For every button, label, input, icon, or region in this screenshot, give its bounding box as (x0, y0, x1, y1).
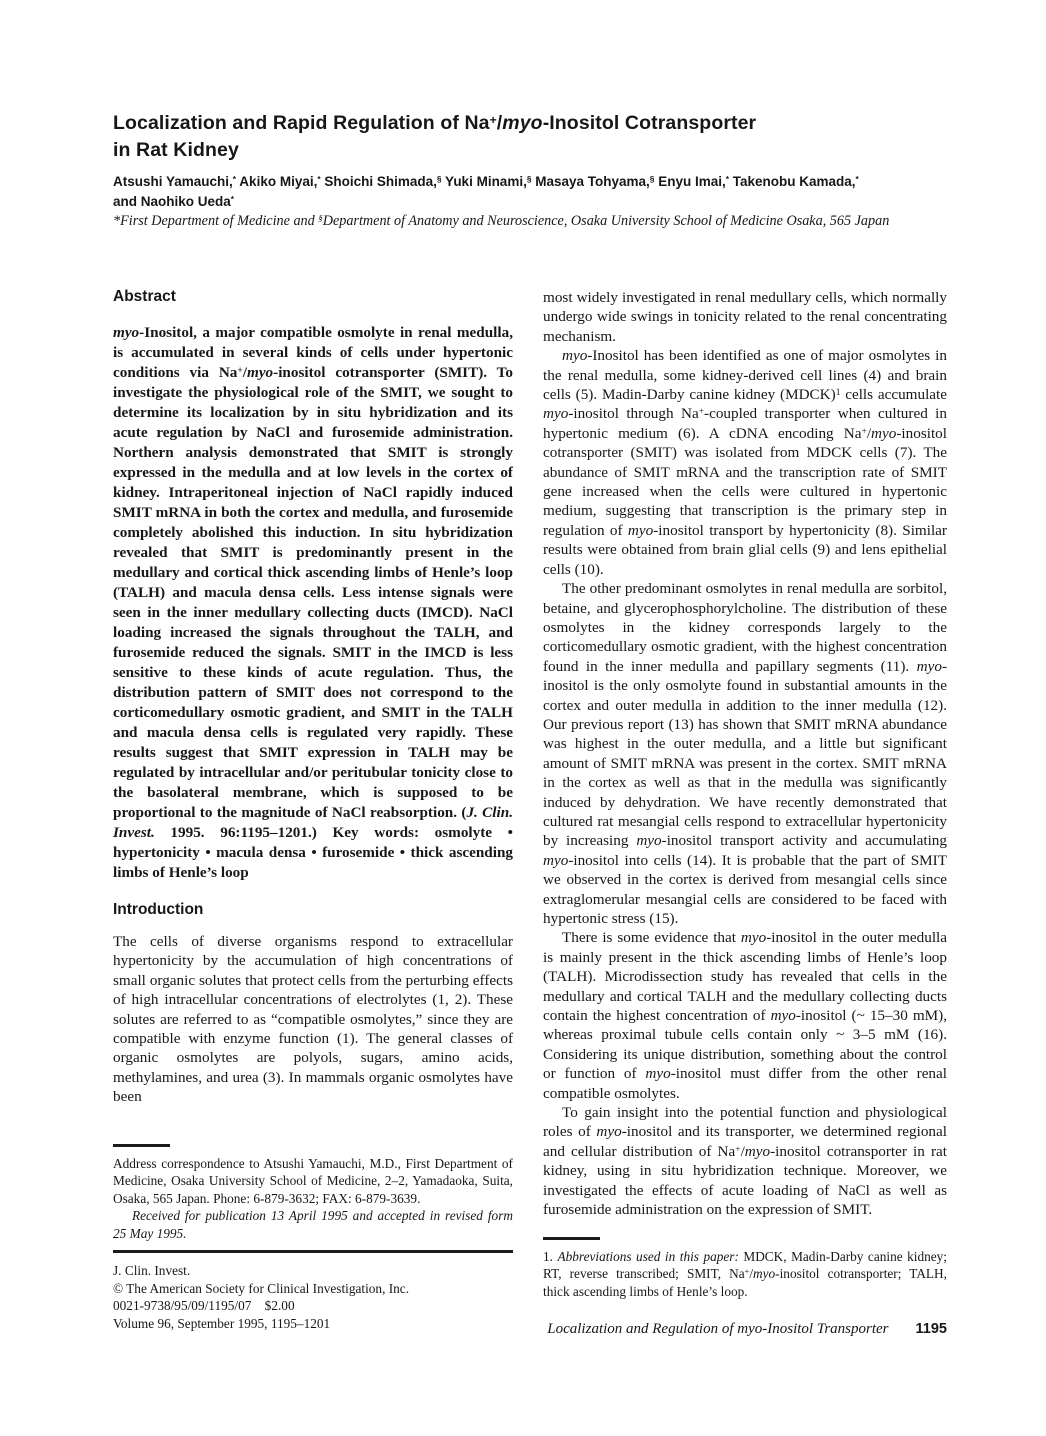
journal-imprint-line: J. Clin. Invest. (113, 1263, 191, 1279)
correspondence-note: Address correspondence to Atsushi Yamauchi, M.D., First Department of Medicine, Osaka University School of Medicine, 2–2, Yamadaoka, Suita, Osaka, 565 Japan. Phone: 6-879-3632; FAX: 6-879-3639. (113, 1155, 513, 1206)
body-paragraph: The other predominant osmolytes in renal medulla are sorbitol, betaine, and glycerophosphorylcholine. The distribution of these osmolytes in the kidney corresponds largely to the corticomedullary osmotic gradient, with the highest concentration found in the inner medulla and papillary segments (11). myo-inositol is the only osmolyte found in substantial amounts in the cortex and outer medulla in addition to the inner medulla (12). Our previous report (13) has shown that SMIT mRNA abundance was highest in the outer medulla, and a little but significant amount of SMIT mRNA was present in the cortex. SMIT mRNA in the cortex as well as that in the medulla was significantly induced by dehydration. We have recently demonstrated that cultured rat mesangial cells respond to extracellular hypertonicity by increasing myo-inositol transport activity and accumulating myo-inositol into cells (14). It is probable that the part of SMIT we observed in the cortex is derived from mesangial cells since extraglomerular mesangial cells are considered to be faced with hypertonic stress (15). (543, 580, 947, 927)
left-column (113, 288, 513, 1332)
received-note: Received for publication 13 April 1995 and accepted in revised form 25 May 1995. (113, 1208, 513, 1241)
journal-imprint-line: © The American Society for Clinical Investigation, Inc. (113, 1280, 410, 1296)
running-title: Localization and Regulation of myo-Inositol Transporter (547, 1321, 889, 1337)
journal-imprint-line: Volume 96, September 1995, 1195–1201 (113, 1315, 331, 1331)
running-footer (543, 1321, 947, 1338)
abbreviations-note: 1. Abbreviations used in this paper: MDCK, Madin-Darby canine kidney; RT, reverse transcribed; SMIT, Na+/myo-inositol cotransporter; TALH, thick ascending limbs of Henle’s loop. (543, 1248, 948, 1299)
journal-imprint-line: 0021-9738/95/09/1195/07 $2.00 (113, 1298, 295, 1314)
body-paragraph: myo-Inositol has been identified as one of major osmolytes in the renal medulla, some kidney-derived cell lines (4) and brain cells (5). Madin-Darby canine kidney (MDCK)$^1$ cells accumulate myo-inositol through Na+-coupled transporter when cultured in hypertonic medium (6). A cDNA encoding Na+/myo-inositol cotransporter (SMIT) was isolated from MDCK cells (7). The abundance of SMIT mRNA and the transcription rate of SMIT gene increased when the cells were cultured in hypertonic medium, suggesting that transcription is the primary step in regulation of myo-inositol transport by hypertonicity (8). Similar results were obtained from brain glial cells (9) and lens epithelial cells (10). (543, 347, 947, 578)
affiliation: *First Department of Medicine and §Department of Anatomy and Neuroscience, Osaka University School of Medicine Osaka, 565 Japan (113, 213, 890, 229)
footnote-rule (543, 1237, 600, 1240)
page-number: 1195 (915, 1321, 947, 1337)
article-title-line1: Localization and Rapid Regulation of Na+/myo-Inositol Cotransporter (113, 112, 757, 134)
introduction-heading: Introduction (113, 901, 204, 918)
authors-line1: Atsushi Yamauchi,* Akiko Miyai,* Shoichi Shimada,§ Yuki Minami,§ Masaya Tohyama,§ Enyu Imai,* Takenobu Kamada,* (113, 174, 859, 189)
abstract-text: myo-Inositol, a major compatible osmolyte in renal medulla, is accumulated in several kinds of cells under hypertonic conditions via Na+/myo-inositol cotransporter (SMIT). To investigate the physiological role of the SMIT, we sought to determine its localization by in situ hybridization and its acute regulation by NaCl and furosemide administration. Northern analysis demonstrated that SMIT is strongly expressed in the medulla and at low levels in the cortex of kidney. Intraperitoneal injection of NaCl rapidly induced SMIT mRNA in both the cortex and medulla, and furosemide completely abolished this induction. In situ hybridization revealed that SMIT is predominantly present in the medullary and cortical thick ascending limbs of Henle’s loop (TALH) and macula densa cells. Less intense signals were seen in the inner medullary collecting ducts (IMCD). NaCl loading increased the signals throughout the TALH, and furosemide reduced the signals. SMIT in the IMCD is less sensitive to these kinds of acute regulation. Thus, the distribution pattern of SMIT does not correspond to the corticomedullary osmotic gradient, and SMIT in the TALH and macula densa cells is regulated very rapidly. These results suggest that SMIT expression in TALH may be regulated by intracellular and/or peritubular tonicity close to the basolateral membrane, which is supposed to be proportional to the magnitude of NaCl reabsorption. (J. Clin. Invest. 1995. 96:1195–1201.) Key words: osmolyte • hypertonicity • macula densa • furosemide • thick ascending limbs of Henle’s loop (113, 324, 513, 881)
journal-imprint (113, 1262, 513, 1332)
authors-byline (113, 172, 1013, 212)
introduction-text: The cells of diverse organisms respond to extracellular hypertonicity by the accumulation of high concentrations of small organic solutes that protect cells from the perturbing effects of high intracellular concentrations of electrolytes (1, 2). These solutes are referred to as “compatible osmolytes,” since they are compatible with enzyme function (1). The general classes of organic osmolytes are polyols, sugars, amino acids, methylamines, and urea (3). In mammals organic osmolytes have been (113, 933, 513, 1106)
article-title (113, 110, 873, 164)
abbreviations-footnote (543, 1237, 947, 1301)
article-title-line2: in Rat Kidney (113, 139, 239, 161)
footnote-rule (113, 1144, 170, 1147)
right-column (543, 288, 947, 1338)
abstract-heading: Abstract (113, 288, 176, 305)
authors-line2: and Naohiko Ueda* (113, 194, 235, 209)
column-divider-rule (113, 1250, 513, 1253)
body-paragraph: most widely investigated in renal medullary cells, which normally undergo wide swings in tonicity related to the renal concentrating mechanism. (543, 289, 947, 345)
body-paragraph: To gain insight into the potential function and physiological roles of myo-inositol and its transporter, we determined regional and cellular distribution of Na+/myo-inositol cotransporter in rat kidney, using in situ hybridization technique. Moreover, we investigated the effects of acute loading of NaCl as well as furosemide administration on the expression of SMIT. (543, 1104, 947, 1219)
body-paragraph: There is some evidence that myo-inositol in the outer medulla is mainly present in the thick ascending limbs of Henle’s loop (TALH). Microdissection study has revealed that cells in the medullary and cortical TALH and the medullary collecting ducts contain the highest concentration of myo-inositol (~ 15–30 mM), whereas proximal tubule cells contain only ~ 3–5 mM (16). Considering its unique distribution, something about the control or function of myo-inositol must differ from the other renal compatible osmolytes. (543, 929, 947, 1102)
correspondence-footnote (113, 1144, 513, 1243)
